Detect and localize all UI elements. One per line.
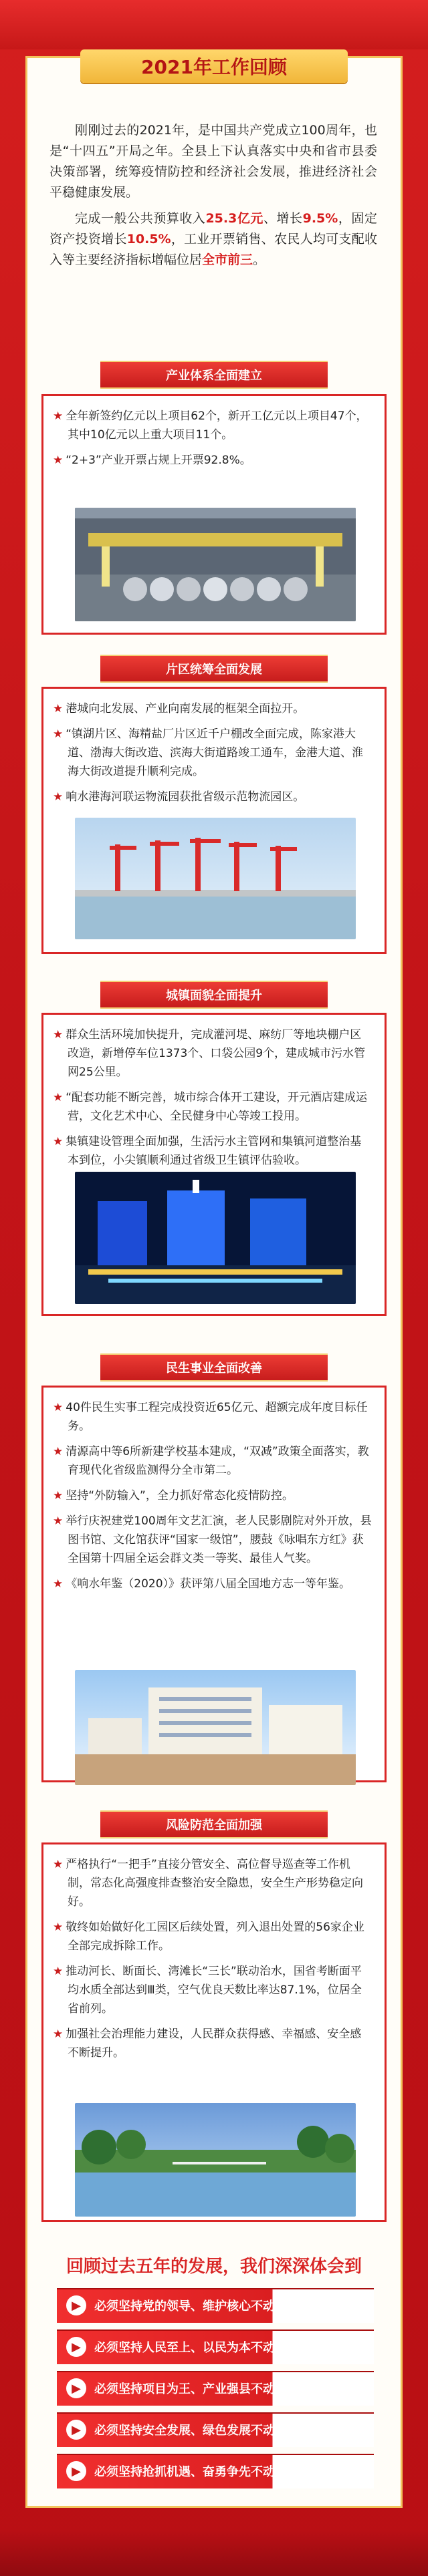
section-bullets-livelihood xyxy=(43,1388,385,1593)
river-photo xyxy=(75,2103,356,2217)
bullet-livelihood-4: ★ 举行庆祝建党100周年文艺汇演，老人民影剧院对外开放，县图书馆、文化馆获评“国家一级馆”，腰鼓《咏唱东方红》获全国第十四届全运会群文类一等奖、最佳人气奖。 xyxy=(53,1514,372,1565)
bullet-town-2: ★ “配套功能不断完善，城市综合体开工建设，开元酒店建成运营，文化艺术中心、全民健身中心等竣工投用。 xyxy=(53,1091,368,1123)
bullet-livelihood-2: ★ 清源高中等6所新建学校基本建成，“双减”政策全面落实，教育现代化省级监测得分全市第二。 xyxy=(53,1445,369,1477)
bullet-industry-2: ★ “2+3”产业开票占规上开票92.8%。 xyxy=(53,454,251,467)
bullet-town-3: ★ 集镇建设管理全面加强，生活污水主管网和集镇河道整治基本到位，小尖镇顺利通过省级卫生镇评估验收。 xyxy=(53,1135,362,1167)
section-bullets-industry xyxy=(43,396,385,470)
intro-text xyxy=(49,120,377,276)
section-header-risk: 风险防范全面加强 xyxy=(100,1810,328,1838)
arrow-icon: ▶ xyxy=(66,2337,86,2357)
arrow-icon: ▶ xyxy=(66,2420,86,2440)
section-bullets-district xyxy=(43,689,385,806)
footer-item-2: ▶ 必须坚持人民至上、以民为本不动摇。 xyxy=(57,2329,374,2364)
intro-paragraph-2: 完成一般公共预算收入25.3亿元、增长9.5%，固定资产投资增长10.5%，工业开票销售、农民人均可支配收入等主要经济指标增幅位居全市前三。 xyxy=(49,211,377,267)
bottom-decoration xyxy=(0,2531,428,2576)
night-city-photo xyxy=(75,1172,356,1304)
bullet-district-3: ★ 响水港海河联运物流园获批省级示范物流园区。 xyxy=(53,790,305,804)
page-title: 2021年工作回顾 xyxy=(80,49,348,83)
bullet-livelihood-1: ★ 40件民生实事工程完成投资近65亿元、超额完成年度目标任务。 xyxy=(53,1401,368,1433)
arrow-icon: ▶ xyxy=(66,2295,86,2315)
bullet-risk-2: ★ 敬终如始做好化工园区后续处置，列入退出处置的56家企业全部完成拆除工作。 xyxy=(53,1921,364,1953)
bullet-industry-1: ★ 全年新签约亿元以上项目62个，新开工亿元以上项目47个，其中10亿元以上重大项目11个。 xyxy=(53,410,368,442)
intro-paragraph-1: 刚刚过去的2021年，是中国共产党成立100周年，也是“十四五”开局之年。全县上下认真落实中央和省市县委决策部署，统筹疫情防控和经济社会发展，推进经济社会平稳健康发展。 xyxy=(49,123,377,200)
campus-photo xyxy=(75,1670,356,1785)
port-photo xyxy=(75,818,356,939)
footer-item-1: ▶ 必须坚持党的领导、维护核心不动摇。 xyxy=(57,2288,374,2323)
bullet-risk-4: ★ 加强社会治理能力建设，人民群众获得感、幸福感、安全感不断提升。 xyxy=(53,2028,362,2060)
footer-item-5: ▶ 必须坚持抢抓机遇、奋勇争先不动摇。 xyxy=(57,2454,374,2488)
bullet-district-1: ★ 港城向北发展、产业向南发展的框架全面拉开。 xyxy=(53,702,305,715)
section-header-district: 片区统筹全面发展 xyxy=(100,655,328,683)
bullet-town-1: ★ 群众生活环境加快提升，完成灌河堤、麻纺厂等地块棚户区改造，新增停车位1373个、口袋公园9个，建成城市污水管网25公里。 xyxy=(53,1028,366,1079)
top-decoration xyxy=(0,0,428,49)
bullet-risk-3: ★ 推动河长、断面长、湾滩长“三长”联动治水，国省考断面平均水质全部达到Ⅲ类，空气优良天数比率达87.1%，位居全省前列。 xyxy=(53,1965,362,2016)
bullet-district-2: ★ “镇湖片区、海精盐厂片区近千户棚改全面完成，陈家港大道、渤海大街改造、滨海大街道路竣工通车，金港大道、淮海大街改道提升顺利完成。 xyxy=(53,728,363,778)
bullet-livelihood-5: ★ 《响水年鉴（2020）》获评第八届全国地方志一等年鉴。 xyxy=(53,1577,351,1591)
section-header-industry: 产业体系全面建立 xyxy=(100,361,328,389)
arrow-icon: ▶ xyxy=(66,2378,86,2398)
bullet-livelihood-3: ★ 坚持“外防输入”，全力抓好常态化疫情防控。 xyxy=(53,1489,294,1502)
footer-title: 回顾过去五年的发展，我们深深体会到 xyxy=(66,2257,362,2277)
footer-item-4: ▶ 必须坚持安全发展、绿色发展不动摇。 xyxy=(57,2412,374,2447)
section-bullets-town xyxy=(43,1015,385,1170)
arrow-icon: ▶ xyxy=(66,2461,86,2481)
section-bullets-risk xyxy=(43,1844,385,2062)
section-header-livelihood: 民生事业全面改善 xyxy=(100,1353,328,1382)
section-header-town: 城镇面貌全面提升 xyxy=(100,981,328,1009)
footer-item-3: ▶ 必须坚持项目为王、产业强县不动摇。 xyxy=(57,2371,374,2406)
factory-photo xyxy=(75,508,356,621)
bullet-risk-1: ★ 严格执行“一把手”直接分管安全、高位督导巡查等工作机制，常态化高强度排查整治安全隐患，安全生产形势稳定向好。 xyxy=(53,1858,363,1909)
footer-list xyxy=(57,2288,374,2495)
